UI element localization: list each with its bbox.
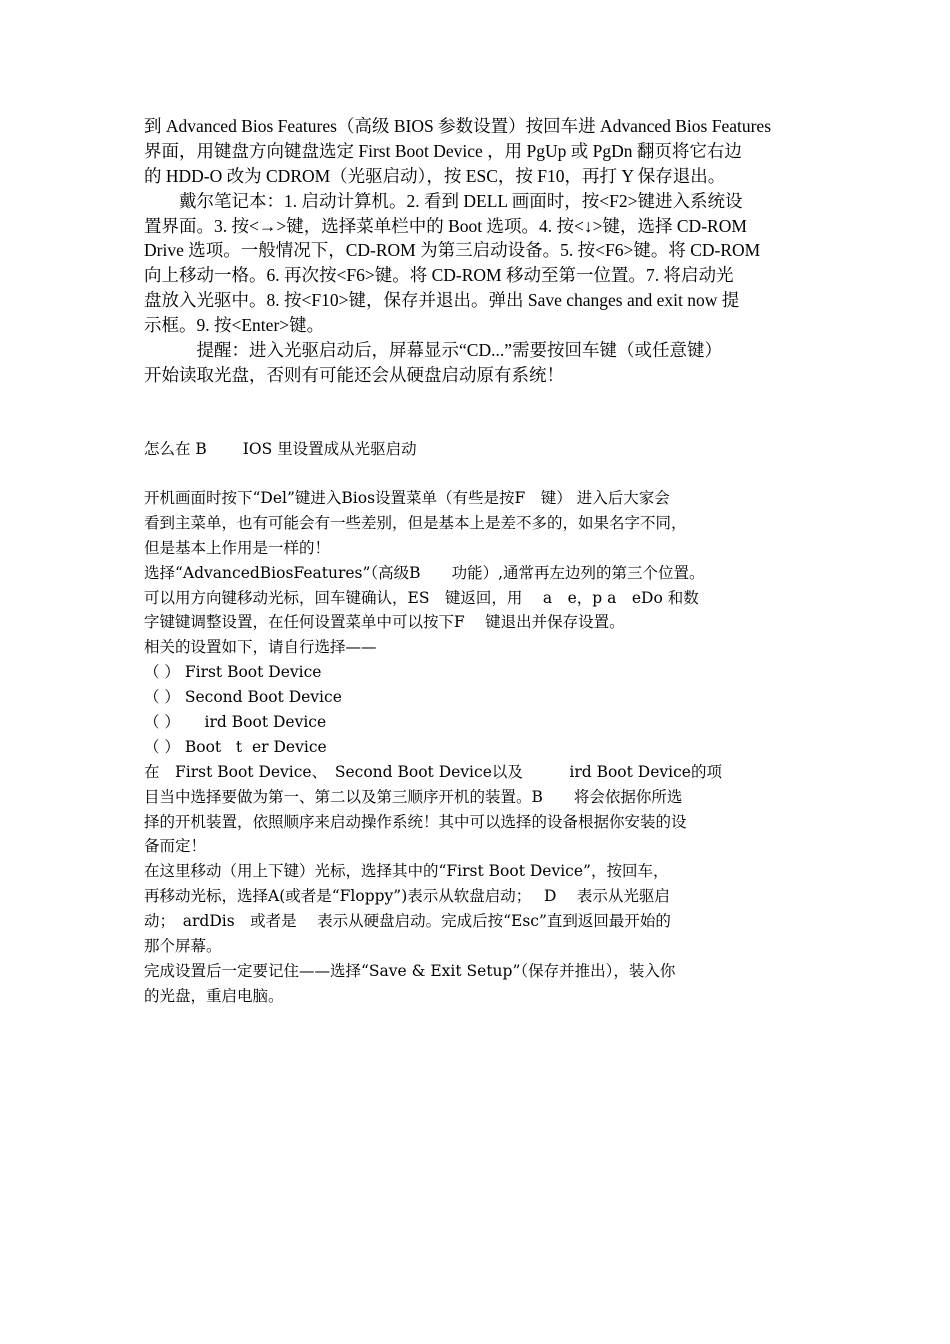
boot-device-option: （ ） Boot t er Device [144,737,327,756]
reminder-line: 提醒：进入光驱启动后，屏幕显示“CD...”需要按回车键（或任意键） [144,340,722,361]
text-line: 目当中选择要做为第一、第二以及第三顺序开机的装置。B 将会依据你所选 [144,787,683,806]
boot-device-option: （ ） ird Boot Device [144,713,327,732]
section-heading [144,437,417,462]
text-line: 动； ardDis 或者是 表示从硬盘启动。完成后按“Esc”直到返回最开始的 [144,912,671,931]
text-line: 完成设置后一定要记住——选择“Save & Exit Setup”（保存并推出），装入你 [144,961,676,980]
text-line: 盘放入光驱中。8. 按<F10>键，保存并退出。弹出 Save changes and exit now 提 [144,290,740,311]
boot-device-option: （ ） Second Boot Device [144,688,342,707]
boot-device-option: （ ） First Boot Device [144,663,322,682]
text-line: 看到主菜单，也有可能会有一些差别，但是基本上是差不多的，如果名字不同， [144,513,687,532]
text-line: 备而定！ [144,837,207,856]
text-line: 但是基本上作用是一样的！ [144,538,331,557]
text-line: 开机画面时按下“Del”键进入Bios设置菜单（有些是按F 键） 进入后大家会 [144,489,670,507]
text-line: 的 HDD-O 改为 CDROM（光驱启动），按 ESC，按 F10，再打 Y 保存退出。 [144,165,726,186]
text-line: 相关的设置如下，请自行选择—— [144,638,377,657]
text-line: 置界面。3. 按<→>键，选择菜单栏中的 Boot 选项。4. 按<↓>键，选择 CD-ROM [144,215,747,236]
text-line: 在这里移动（用上下键）光标，选择其中的“First Boot Device”，按回车， [144,862,669,881]
dell-bios-instructions [144,114,771,388]
bios-setup-instructions [144,486,722,1009]
text-line: 字键键调整设置，在任何设置菜单中可以按下F 键退出并保存设置。 [144,613,625,632]
text-line: 示框。9. 按<Enter>键。 [144,315,325,336]
reminder-line: 开始读取光盘，否则有可能还会从硬盘启动原有系统！ [144,364,564,385]
text-line: 向上移动一格。6. 再次按<F6>键。将 CD-ROM 移动至第一位置。7. 将启动光 [144,265,734,286]
text-line: 再移动光标，选择A(或者是“Floppy”)表示从软盘启动； D 表示从光驱启 [144,887,670,906]
text-line: 在 First Boot Device、 Second Boot Device以及 ird Boot Device的项 [144,762,722,781]
heading-text: 怎么在 B IOS 里设置成从光驱启动 [144,440,417,458]
text-line: 选择“AdvancedBiosFeatures”（高级B 功能）,通常再左边列的第三个位置。 [144,563,705,582]
text-line: 界面，用键盘方向键盘选定 First Boot Device ，用 PgUp 或 PgDn 翻页将它右边 [144,140,742,161]
text-line: 择的开机装置，依照顺序来启动操作系统！其中可以选择的设备根据你安装的设 [144,812,687,831]
text-line: 戴尔笔记本：1. 启动计算机。2. 看到 DELL 画面时，按<F2>键进入系统设 [144,190,743,211]
text-line: 的光盘，重启电脑。 [144,986,284,1005]
text-line: 可以用方向键移动光标，回车键确认，ES 键返回，用 a e，p a eDo 和数 [144,588,699,607]
text-line: Drive 选项。一般情况下，CD-ROM 为第三启动设备。5. 按<F6>键。将 CD-ROM [144,240,761,261]
text-line: 那个屏幕。 [144,937,222,956]
text-line: 到 Advanced Bios Features（高级 BIOS 参数设置）按回车进 Advanced Bios Features [144,116,772,136]
